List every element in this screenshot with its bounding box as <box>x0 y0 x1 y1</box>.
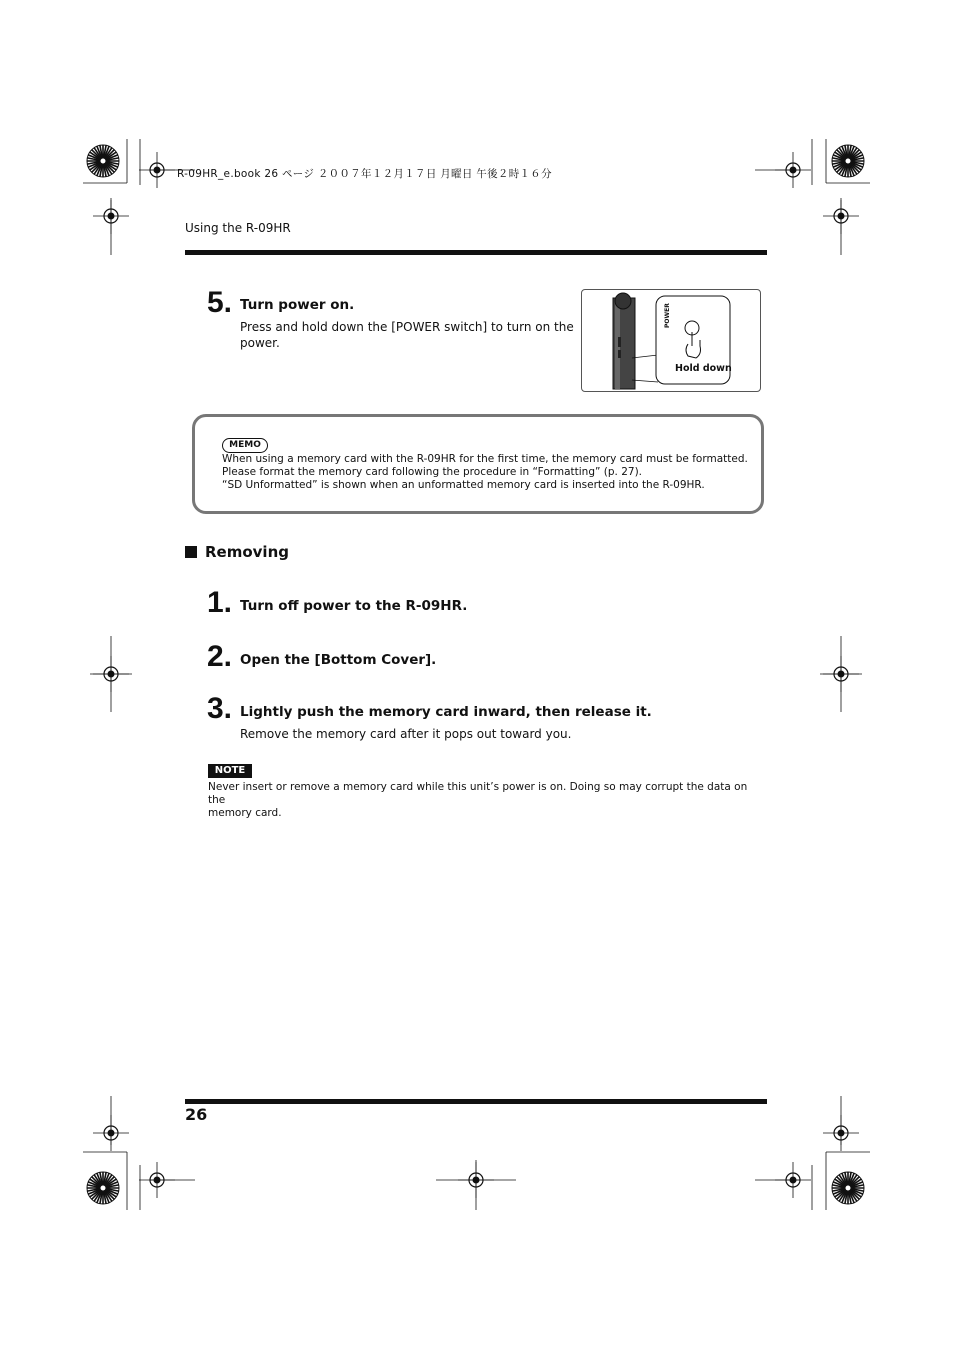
square-bullet-icon <box>185 546 197 558</box>
power-switch-illustration <box>581 289 761 392</box>
print-header: R-09HR_e.book 26 ページ ２００７年１２月１７日 月曜日 午後２時１６分 <box>177 168 552 180</box>
memo-text: When using a memory card with the R-09HR for the first time, the memory card must be formatted. Please format the memory card following the procedure in “Formatting” (p. 27). “SD Unformatted” is shown when an unformatted memory card is inserted into the R-09HR. <box>222 453 748 491</box>
step-5-number: 5. <box>207 286 233 319</box>
footer-rule <box>185 1099 767 1104</box>
header-rule <box>185 250 767 255</box>
step-3-title: Lightly push the memory card inward, then release it. <box>240 704 652 720</box>
step-2-number: 2. <box>207 640 233 673</box>
step-3-number: 3. <box>207 692 233 725</box>
step-2-title: Open the [Bottom Cover]. <box>240 652 437 668</box>
note-badge: NOTE <box>208 764 252 778</box>
recorder-drawing <box>582 290 760 391</box>
step-1-title: Turn off power to the R-09HR. <box>240 598 468 614</box>
section-heading-removing: Removing <box>185 543 289 561</box>
note-text: Never insert or remove a memory card while this unit’s power is on. Doing so may corrupt the data on the memory card. <box>208 781 748 819</box>
power-label: POWER <box>664 303 671 328</box>
running-head: Using the R-09HR <box>185 221 291 235</box>
hold-down-label: Hold down <box>675 363 732 374</box>
page-number: 26 <box>185 1105 208 1124</box>
step-1-number: 1. <box>207 586 233 619</box>
step-5-title: Turn power on. <box>240 297 355 313</box>
memo-badge: MEMO <box>222 438 268 453</box>
step-3-description: Remove the memory card after it pops out toward you. <box>240 727 572 741</box>
step-5-description: Press and hold down the [POWER switch] to turn on the power. <box>240 320 574 350</box>
